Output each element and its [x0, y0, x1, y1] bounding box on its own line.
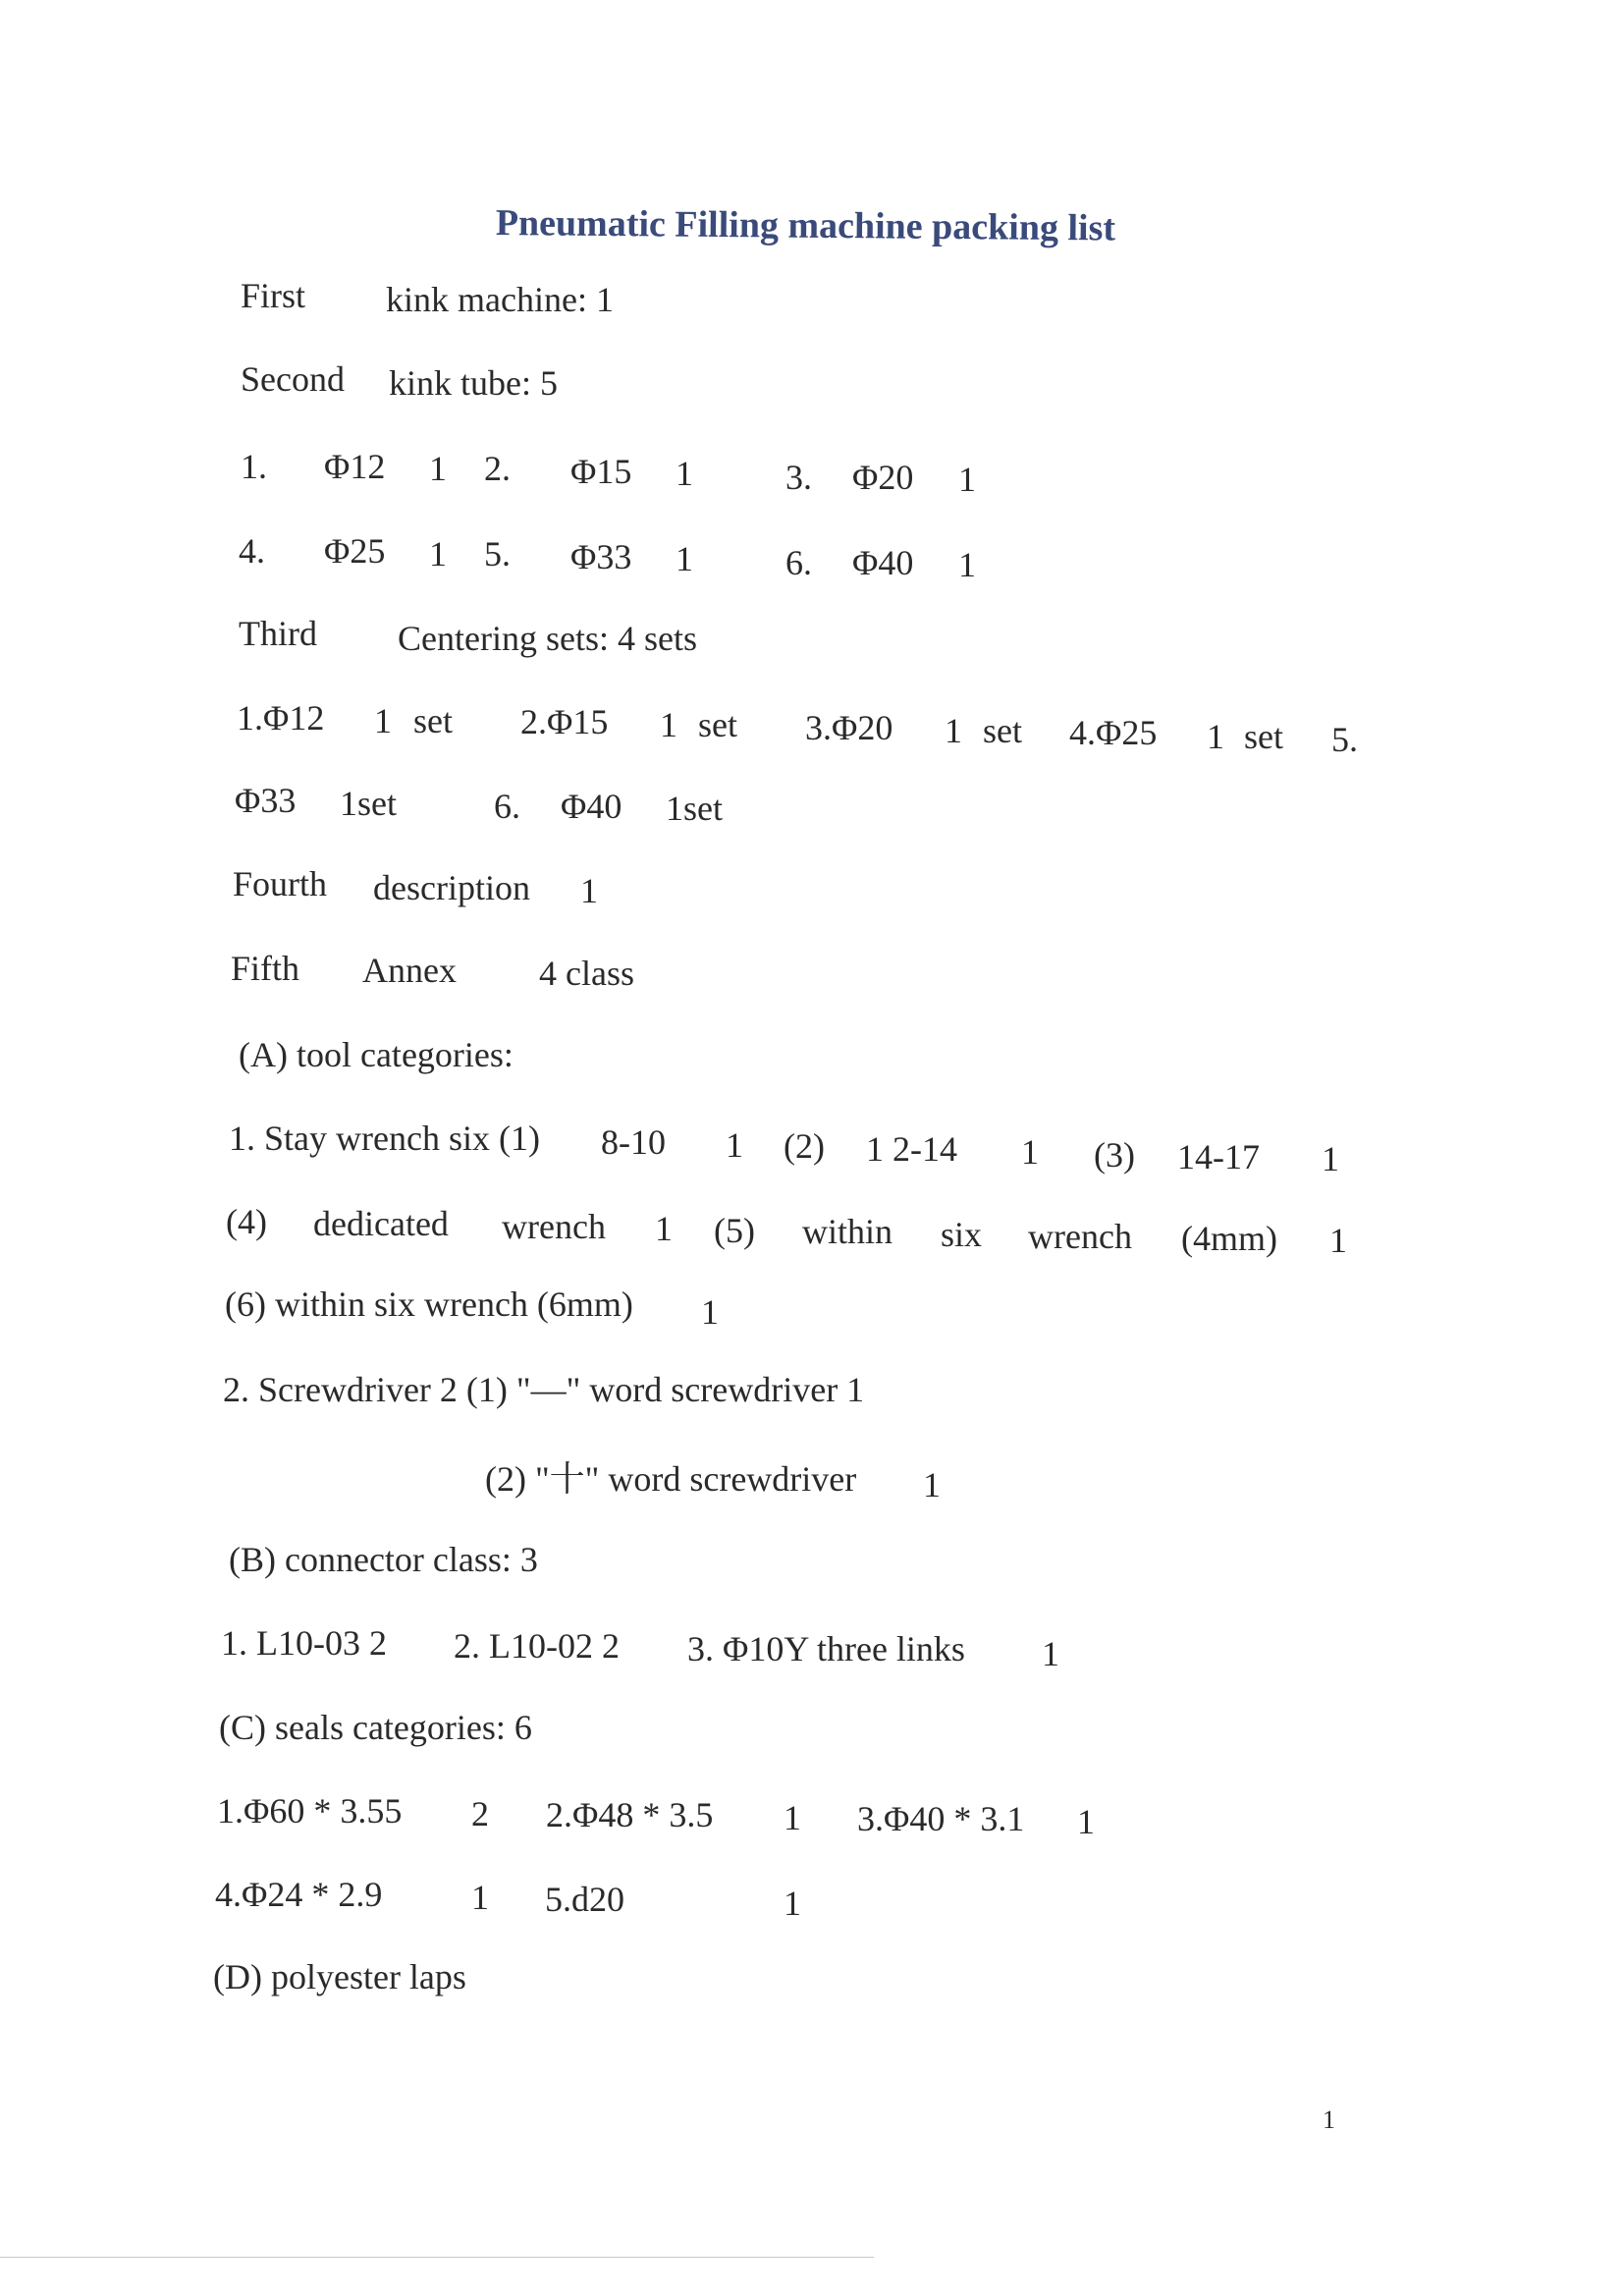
centering-item-size: Φ33 [235, 781, 297, 820]
seal-item: 2.Φ48 * 3.5 [546, 1795, 714, 1834]
connectors-heading: (B) connector class: 3 [229, 1540, 538, 1579]
connector-item: 1. L10-03 2 [221, 1623, 387, 1663]
tube-item-qty: 1 [676, 454, 693, 493]
tube-item-size: Φ33 [570, 537, 632, 576]
connector-item: 1 [1042, 1634, 1059, 1673]
tools-line-2-item: (4mm) [1181, 1219, 1277, 1258]
centering-item-continued: 5. [1331, 720, 1358, 759]
section-first-label: First [241, 276, 306, 315]
tools-line-2-item: six [941, 1215, 983, 1254]
section-fourth-text: description [373, 868, 530, 907]
tube-item-qty: 1 [958, 460, 976, 499]
tube-item-qty: 1 [676, 539, 693, 578]
centering-item-unit: set [1244, 717, 1283, 756]
section-second-label: Second [241, 359, 345, 399]
centering-item-size: Φ40 [561, 787, 622, 826]
centering-item-size: 4.Φ25 [1069, 713, 1158, 752]
tools-line-3-item: (6) within six wrench (6mm) [225, 1285, 633, 1324]
tube-item-number: 5. [484, 534, 511, 574]
page-number: 1 [1323, 2105, 1335, 2134]
tube-item-size: Φ40 [852, 543, 914, 582]
tools-line-2-item: dedicated [313, 1204, 449, 1243]
tube-item-number: 2. [484, 449, 511, 488]
centering-item-qty: 1 [374, 701, 392, 740]
page-title: Pneumatic Filling machine packing list [495, 201, 1116, 249]
scan-edge-line [0, 2257, 874, 2258]
connector-item: 2. L10-02 2 [454, 1626, 620, 1666]
section-fifth-text: Annex [362, 951, 457, 990]
seal-item: 1 [1077, 1802, 1095, 1841]
section-fifth-qty: 4 class [539, 954, 634, 993]
section-fourth-label: Fourth [233, 864, 328, 903]
seal-item: 2 [471, 1794, 489, 1833]
tools-line-2-item: (5) [714, 1211, 755, 1250]
centering-item-unit: set [413, 701, 453, 740]
centering-item-number: 6. [494, 787, 520, 826]
tools-line-2-item: 1 [1329, 1221, 1347, 1260]
section-second-text: kink tube: 5 [389, 363, 558, 403]
tube-item-size: Φ15 [570, 452, 632, 491]
tube-item-number: 3. [785, 458, 812, 497]
tools-line-1-item: 8-10 [601, 1122, 666, 1162]
section-first-text: kink machine: 1 [386, 280, 614, 319]
section-fifth-label: Fifth [231, 949, 300, 988]
seal-item: 5.d20 [545, 1880, 624, 1919]
tools-line-4: 2. Screwdriver 2 (1) "—" word screwdriver 1 [223, 1370, 865, 1409]
tools-line-1-item: 1. Stay wrench six (1) [229, 1119, 540, 1158]
tools-line-3-item: 1 [701, 1292, 719, 1332]
tools-line-2-item: within [802, 1212, 893, 1251]
tube-item-size: Φ12 [324, 447, 386, 486]
centering-item-qty: 1 [660, 705, 677, 744]
tube-item-size: Φ20 [852, 458, 914, 497]
centering-item-size: 3.Φ20 [805, 708, 893, 747]
centering-item-unit: set [983, 711, 1022, 750]
seals-heading: (C) seals categories: 6 [219, 1708, 532, 1747]
tools-line-2-item: 1 [655, 1209, 673, 1248]
tools-line-2-item: wrench [502, 1207, 606, 1246]
connector-item: 3. Φ10Y three links [687, 1629, 965, 1668]
tube-item-number: 1. [241, 447, 267, 486]
tools-line-5-item: 1 [923, 1465, 941, 1504]
tools-line-1-item: 1 2-14 [866, 1129, 957, 1169]
tools-line-1-item: (2) [784, 1126, 825, 1166]
polyester-heading: (D) polyester laps [213, 1957, 466, 1996]
centering-item-unit: set [698, 705, 737, 744]
tube-item-number: 6. [785, 543, 812, 582]
seal-item: 4.Φ24 * 2.9 [215, 1875, 383, 1914]
seal-item: 1 [471, 1878, 489, 1917]
centering-item-size: 2.Φ15 [520, 702, 609, 741]
section-fourth-qty: 1 [580, 871, 598, 910]
seal-item: 1.Φ60 * 3.55 [217, 1791, 403, 1831]
seal-item: 1 [784, 1884, 801, 1923]
tube-item-qty: 1 [958, 545, 976, 584]
tools-line-1-item: 14-17 [1177, 1137, 1260, 1176]
tools-line-1-item: 1 [1021, 1132, 1039, 1172]
tools-line-2-item: wrench [1028, 1217, 1132, 1256]
tools-line-1-item: 1 [1322, 1139, 1339, 1178]
tube-item-qty: 1 [429, 534, 447, 574]
section-third-text: Centering sets: 4 sets [398, 619, 697, 658]
centering-item-qty: 1set [666, 789, 723, 828]
seal-item: 1 [784, 1798, 801, 1837]
section-third-label: Third [239, 614, 317, 653]
tube-item-number: 4. [239, 531, 265, 571]
tools-line-2-item: (4) [226, 1202, 267, 1241]
tools-line-1-item: 1 [726, 1125, 743, 1165]
centering-item-qty: 1set [340, 784, 397, 823]
centering-item-qty: 1 [1207, 717, 1224, 756]
centering-item-size: 1.Φ12 [237, 698, 325, 738]
tools-line-1-item: (3) [1094, 1135, 1135, 1175]
tools-heading: (A) tool categories: [239, 1035, 514, 1074]
centering-item-qty: 1 [945, 711, 962, 750]
seal-item: 3.Φ40 * 3.1 [857, 1799, 1025, 1838]
tools-line-5-item: (2) "十" word screwdriver [485, 1459, 857, 1499]
tube-item-size: Φ25 [324, 531, 386, 571]
tube-item-qty: 1 [429, 449, 447, 488]
